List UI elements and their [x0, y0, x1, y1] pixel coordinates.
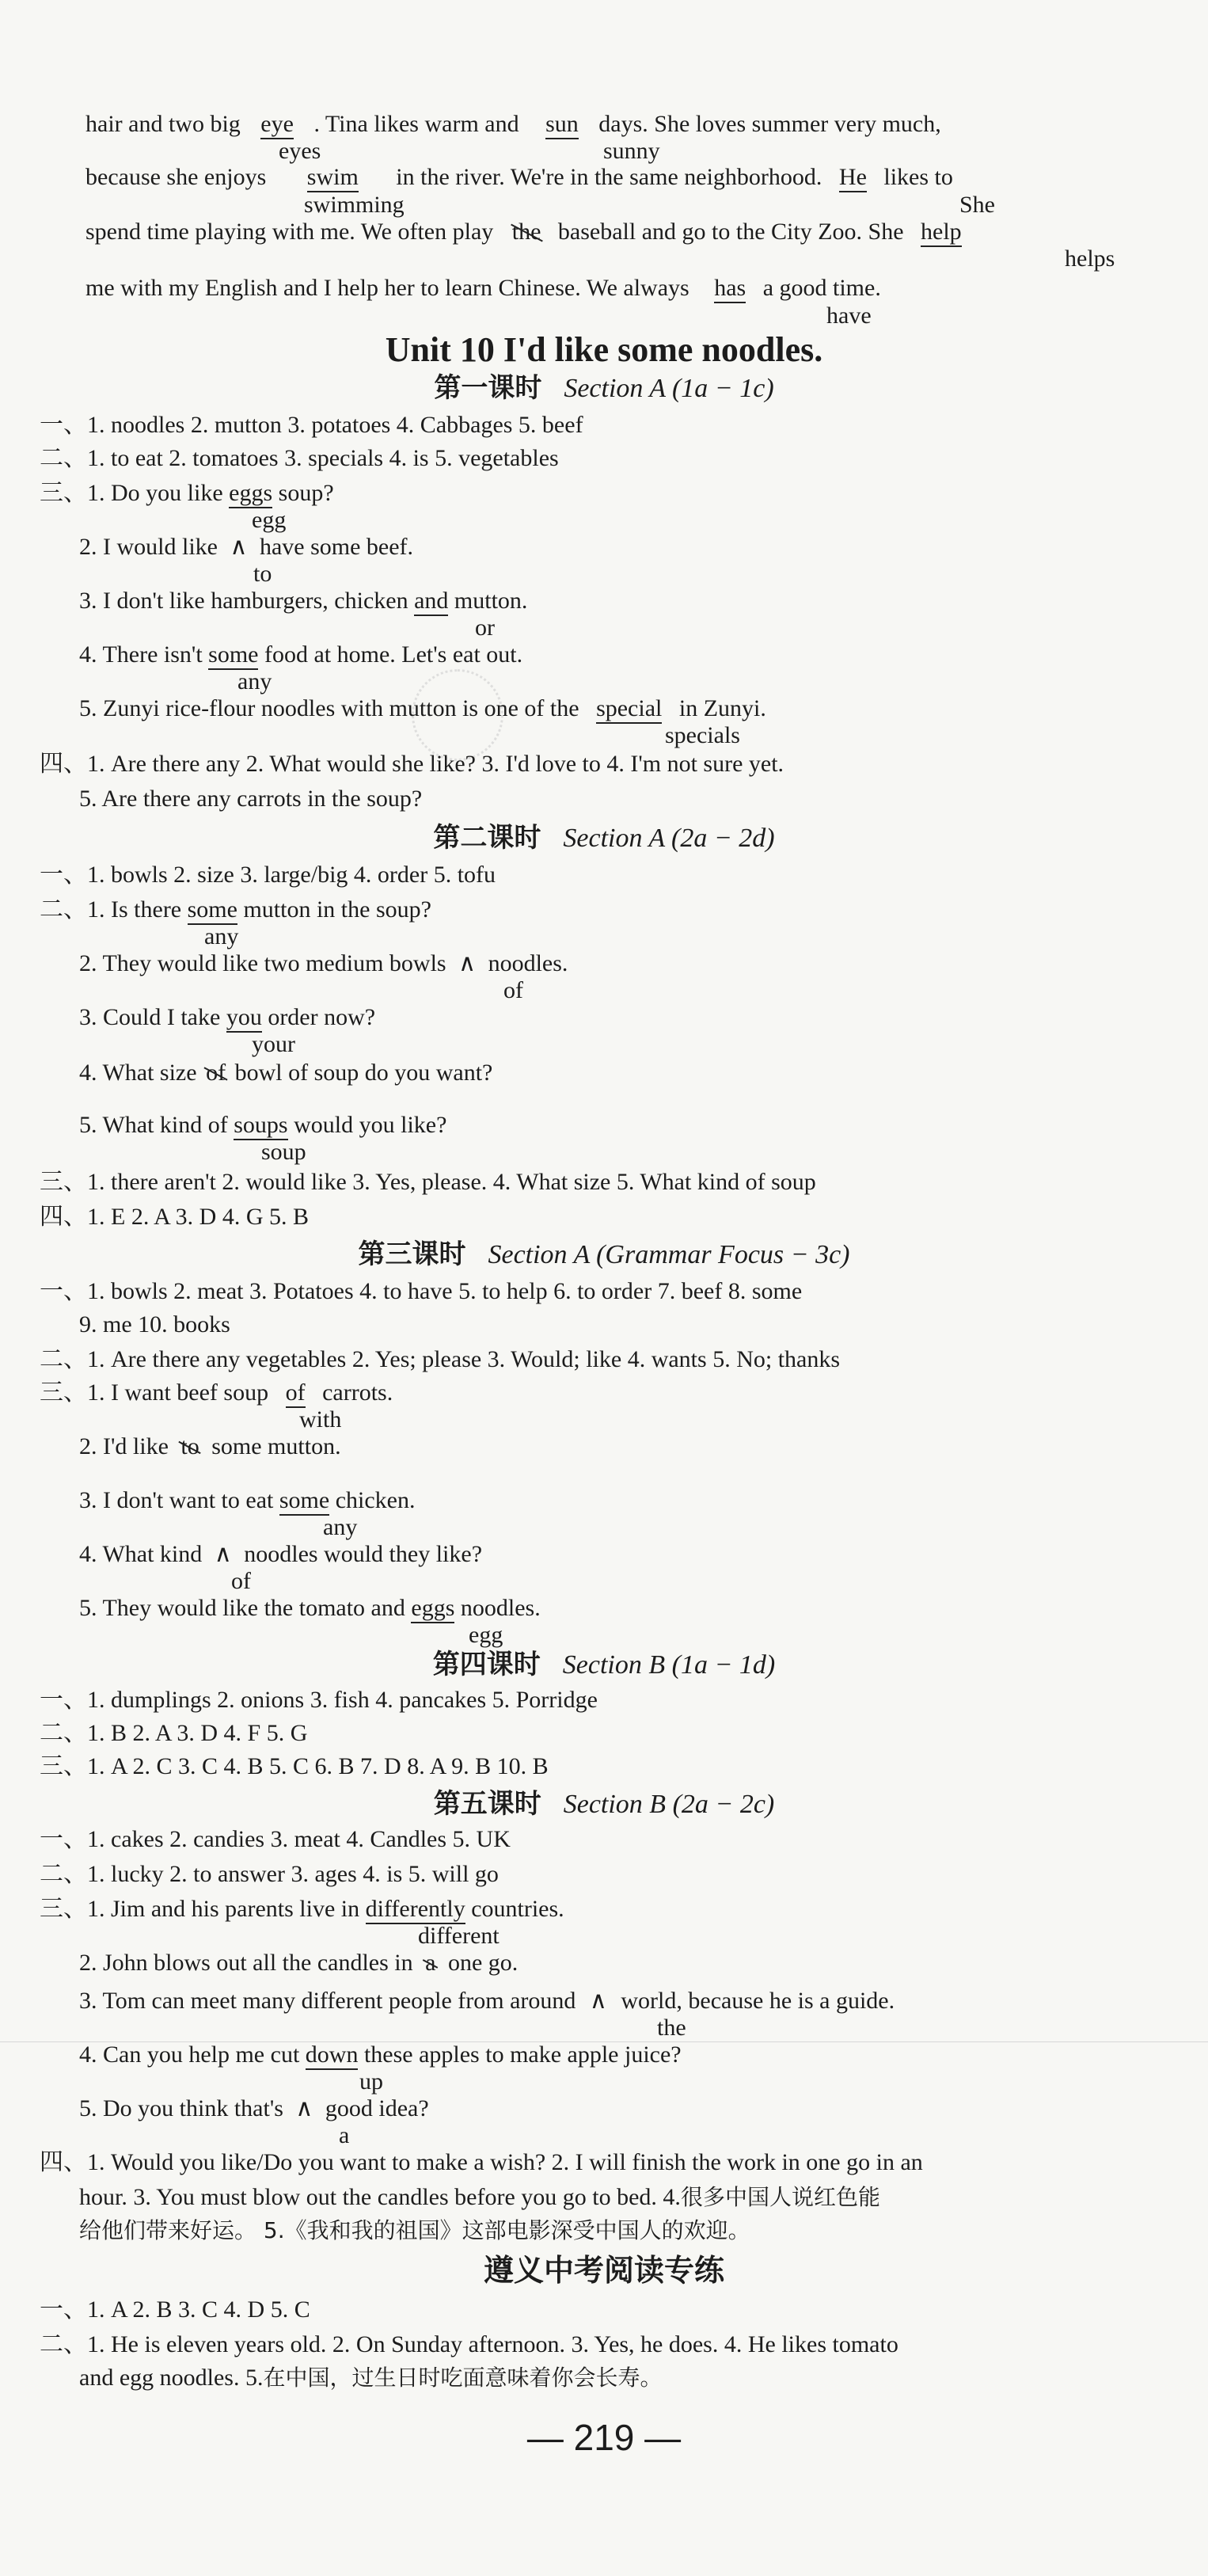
lesson-name: 第五课时 — [433, 1788, 541, 1820]
question-label: 二、 — [40, 1345, 87, 1373]
answer-row — [40, 749, 784, 779]
insert-caret-icon: ∧ — [230, 533, 248, 561]
text: 5. What kind of — [79, 1112, 228, 1138]
correction: helps — [1065, 245, 1115, 272]
underlined-word: He — [839, 164, 867, 192]
correction-sentence — [79, 1110, 446, 1140]
answer-row — [40, 1859, 499, 1889]
correction: specials — [665, 722, 740, 748]
crossed-word: a — [425, 1948, 435, 1978]
underlined-word: some — [279, 1487, 329, 1516]
text: 4. Can you help me cut — [79, 2041, 300, 2068]
intro-line-3 — [85, 217, 962, 247]
correction: with — [299, 1406, 342, 1433]
intro-line-2 — [85, 162, 953, 192]
text: one go. — [447, 1950, 519, 1976]
answers: and egg noodles. 5. — [79, 2365, 264, 2391]
underlined-word: sun — [545, 111, 579, 139]
chinese-answer: 《我和我的祖国》这部电影深受中国人的欢迎。 — [284, 2217, 750, 2243]
answers: 1. bowls 2. meat 3. Potatoes 4. to have 5. to help 6. to order 7. beef 8. some — [87, 1278, 803, 1304]
correction: have — [826, 302, 872, 329]
answer-row — [40, 1378, 393, 1408]
answers: 1. Are there any vegetables 2. Yes; please 3. Would; like 4. wants 5. No; thanks — [87, 1346, 841, 1372]
answer-row — [40, 2330, 898, 2360]
text: in the river. We're in the same neighborhood. — [396, 164, 822, 190]
question-label: 三、 — [40, 1379, 87, 1406]
underlined-word: some — [188, 896, 237, 925]
answer-row — [40, 2148, 923, 2178]
underlined-word: and — [414, 588, 448, 616]
text: noodles. — [460, 1595, 541, 1621]
answers: 1. Are there any 2. What would she like? 3. I'd love to 4. I'm not sure yet. — [87, 751, 784, 777]
text: 2. John blows out all the candles in — [79, 1950, 413, 1976]
lesson-heading — [0, 1786, 1208, 1822]
text: mutton in the soup? — [243, 896, 431, 923]
text: 2. They would like two medium bowls — [79, 950, 446, 976]
correction-sentence — [79, 1486, 415, 1516]
insert-caret-icon: ∧ — [295, 2095, 313, 2122]
answers: 1. to eat 2. tomatoes 3. specials 4. is 5. vegetables — [87, 445, 559, 471]
text: 2. I would like — [79, 534, 218, 560]
correction-sentence — [79, 532, 413, 562]
correction: any — [237, 668, 272, 694]
correction: egg — [252, 507, 287, 533]
correction: or — [475, 615, 495, 641]
correction: to — [253, 561, 272, 587]
question-label: 二、 — [40, 1860, 87, 1888]
correction-sentence — [79, 1593, 541, 1623]
underlined-word: swim — [307, 164, 359, 192]
answer-row — [40, 860, 496, 890]
question-label: 二、 — [40, 2331, 87, 2358]
intro-line-4 — [85, 273, 881, 303]
correction-sentence — [79, 1058, 492, 1088]
correction-sentence — [79, 1432, 341, 1462]
section-name: Section B (1a − 1d) — [562, 1650, 776, 1680]
text: 5. They would like the tomato and — [79, 1595, 405, 1621]
insert-caret-icon: ∧ — [589, 1987, 607, 2015]
page-number: — 219 — — [526, 2417, 682, 2458]
text: these apples to make apple juice? — [363, 2041, 682, 2068]
text: . Tina likes warm and — [313, 111, 519, 137]
question-label: 三、 — [40, 1752, 87, 1780]
chinese-answer: 很多中国人说红色能 — [680, 2184, 880, 2210]
correction: She — [959, 192, 995, 218]
question-label: 二、 — [40, 896, 87, 923]
correction: the — [657, 2015, 686, 2041]
text: would you like? — [294, 1112, 447, 1138]
underlined-word: eggs — [411, 1595, 454, 1623]
question-label: 三、 — [40, 1168, 87, 1196]
text: bowl of soup do you want? — [234, 1060, 493, 1086]
answers: 1. lucky 2. to answer 3. ages 4. is 5. will go — [87, 1861, 499, 1887]
underlined-word: differently — [366, 1896, 465, 1924]
answer-row — [40, 410, 583, 440]
underlined-word: eggs — [229, 480, 272, 508]
lesson-heading — [0, 1647, 1208, 1683]
text: order now? — [268, 1004, 376, 1030]
answer-row — [40, 1894, 564, 1924]
correction: sunny — [603, 138, 660, 164]
correction-sentence — [79, 640, 522, 670]
text: good idea? — [325, 2095, 429, 2121]
correction-sentence — [79, 694, 766, 724]
correction: any — [204, 923, 239, 949]
answer-row: 9. me 10. books — [79, 1311, 230, 1337]
correction: of — [503, 977, 523, 1003]
text: food at home. Let's eat out. — [264, 641, 523, 668]
answer-row — [79, 2182, 880, 2213]
underlined-word: of — [286, 1379, 306, 1408]
text: 2. I'd like — [79, 1433, 169, 1459]
lesson-name: 第二课时 — [433, 822, 541, 854]
correction-sentence — [79, 1539, 482, 1570]
answers: hour. 3. You must blow out the candles before you go to bed. 4. — [79, 2184, 681, 2210]
answers: 1. cakes 2. candies 3. meat 4. Candles 5. UK — [87, 1826, 511, 1852]
question-label: 一、 — [40, 861, 87, 888]
text: 3. I don't want to eat — [79, 1487, 274, 1513]
section-name: Section A (Grammar Focus − 3c) — [488, 1240, 850, 1269]
correction: a — [339, 2122, 350, 2148]
answers: 1. He is eleven years old. 2. On Sunday afternoon. 3. Yes, he does. 4. He likes tomato — [87, 2331, 898, 2357]
section-name: Section A (2a − 2d) — [563, 824, 775, 853]
text: carrots. — [322, 1379, 393, 1406]
underlined-word: some — [208, 641, 258, 670]
text: noodles. — [488, 950, 568, 976]
crossed-word: the — [512, 217, 541, 247]
chinese-answer: 在中国，过生日时吃面意味着你会长寿。 — [263, 2365, 663, 2391]
question-label: 一、 — [40, 1686, 87, 1714]
answer-row — [40, 443, 559, 474]
correction: your — [252, 1031, 295, 1057]
text: because she enjoys — [85, 164, 267, 190]
section-title: 遵义中考阅读专练 — [483, 2253, 724, 2288]
question-label: 一、 — [40, 411, 87, 439]
text: 4. What kind — [79, 1541, 203, 1567]
text: spend time playing with me. We often play — [85, 219, 494, 245]
answer-row — [40, 478, 334, 508]
text: 4. What size — [79, 1060, 197, 1086]
answer-row — [40, 1167, 816, 1197]
question-label: 四、 — [40, 2148, 87, 2176]
answers: 1. E 2. A 3. D 4. G 5. B — [87, 1204, 310, 1230]
text: 1. Do you like — [87, 480, 223, 506]
text: baseball and go to the City Zoo. She — [557, 219, 904, 245]
answer-row — [79, 2363, 662, 2393]
question-label: 三、 — [40, 1895, 87, 1923]
correction-sentence — [79, 1948, 518, 1978]
chinese-answer: 给他们带来好运。 5. — [79, 2217, 285, 2243]
question-label: 四、 — [40, 750, 87, 778]
correction: any — [323, 1514, 358, 1540]
answer-row — [40, 1277, 802, 1307]
correction: different — [418, 1923, 500, 1949]
lesson-heading — [0, 371, 1208, 406]
unit-title: Unit 10 I'd like some noodles. — [385, 330, 823, 369]
answers: 1. bowls 2. size 3. large/big 4. order 5. tofu — [87, 862, 496, 888]
answers: 1. B 2. A 3. D 4. F 5. G — [87, 1720, 308, 1746]
answer-row — [40, 1752, 549, 1782]
answers: 1. dumplings 2. onions 3. fish 4. pancakes 5. Porridge — [87, 1687, 598, 1713]
text: noodles would they like? — [244, 1541, 483, 1567]
correction-sentence — [79, 586, 527, 616]
answer-row — [40, 895, 431, 925]
text: world, because he is a guide. — [621, 1988, 895, 2014]
answers: 1. there aren't 2. would like 3. Yes, please. 4. What size 5. What kind of soup — [87, 1169, 816, 1195]
correction-sentence — [79, 2040, 682, 2070]
lesson-name: 第四课时 — [432, 1649, 541, 1680]
text: countries. — [471, 1896, 564, 1922]
lesson-heading — [0, 820, 1208, 856]
question-label: 一、 — [40, 1825, 87, 1853]
underlined-word: you — [226, 1004, 262, 1033]
question-label: 四、 — [40, 1203, 87, 1231]
intro-line-1 — [85, 109, 941, 139]
text: 5. Zunyi rice-flour noodles with mutton is one of the — [79, 695, 579, 721]
text: a good time. — [762, 275, 881, 301]
lesson-heading — [0, 1237, 1208, 1273]
text: 1. I want beef soup — [87, 1379, 269, 1406]
text: 3. I don't like hamburgers, chicken — [79, 588, 408, 614]
answer-row — [40, 2295, 310, 2325]
underlined-word: eye — [260, 111, 294, 139]
text: days. She loves summer very much, — [598, 111, 941, 137]
correction-sentence — [79, 2094, 429, 2124]
text: mutton. — [454, 588, 528, 614]
correction: of — [231, 1568, 251, 1594]
question-label: 一、 — [40, 1277, 87, 1305]
text: 1. Is there — [87, 896, 182, 923]
text: 5. Do you think that's — [79, 2095, 283, 2121]
answers: 1. Would you like/Do you want to make a wish? 2. I will finish the work in one go in an — [87, 2149, 923, 2175]
text: 4. There isn't — [79, 641, 203, 668]
answers: 1. noodles 2. mutton 3. potatoes 4. Cabbages 5. beef — [87, 412, 583, 438]
underlined-word: down — [306, 2041, 359, 2070]
lesson-name: 第三课时 — [358, 1239, 466, 1270]
underlined-word: help — [921, 219, 962, 247]
text: in Zunyi. — [678, 695, 766, 721]
text: me with my English and I help her to learn Chinese. We always — [85, 275, 689, 301]
correction: egg — [469, 1622, 503, 1648]
text: 1. Jim and his parents live in — [87, 1896, 360, 1922]
text: some mutton. — [211, 1433, 341, 1459]
insert-caret-icon: ∧ — [214, 1540, 232, 1568]
question-label: 一、 — [40, 2296, 87, 2323]
insert-caret-icon: ∧ — [458, 949, 477, 977]
question-label: 二、 — [40, 1719, 87, 1747]
lesson-name: 第一课时 — [434, 372, 542, 404]
answer-row — [40, 1718, 307, 1748]
answer-row: 5. Are there any carrots in the soup? — [79, 786, 423, 812]
correction: up — [359, 2068, 383, 2095]
correction-sentence — [79, 949, 568, 979]
correction-sentence — [79, 1986, 895, 2016]
underlined-word: has — [714, 275, 746, 303]
section-name: Section A (1a − 1c) — [564, 374, 774, 403]
section-name: Section B (2a − 2c) — [563, 1790, 775, 1819]
text: chicken. — [335, 1487, 416, 1513]
crossed-word: to — [180, 1432, 199, 1462]
answer-row — [79, 2216, 750, 2246]
answer-row — [40, 1685, 598, 1715]
answer-row — [40, 1825, 511, 1855]
question-label: 三、 — [40, 479, 87, 507]
correction-sentence — [79, 1003, 375, 1033]
answer-row — [40, 1345, 840, 1375]
text: likes to — [883, 164, 953, 190]
answers: 1. A 2. B 3. C 4. D 5. C — [87, 2296, 310, 2323]
answers: 1. A 2. C 3. C 4. B 5. C 6. B 7. D 8. A 9. B 10. B — [87, 1753, 549, 1779]
correction: swimming — [304, 192, 405, 218]
crossed-word: of — [206, 1058, 226, 1088]
correction: eyes — [279, 138, 321, 164]
underlined-word: soups — [234, 1112, 287, 1140]
question-label: 二、 — [40, 444, 87, 472]
text: hair and two big — [85, 111, 241, 137]
text: have some beef. — [259, 534, 414, 560]
text: 3. Tom can meet many different people from around — [79, 1988, 576, 2014]
text: soup? — [278, 480, 334, 506]
underlined-word: special — [596, 695, 662, 724]
correction: soup — [261, 1139, 306, 1165]
text: 3. Could I take — [79, 1004, 221, 1030]
answer-row — [40, 1202, 309, 1232]
